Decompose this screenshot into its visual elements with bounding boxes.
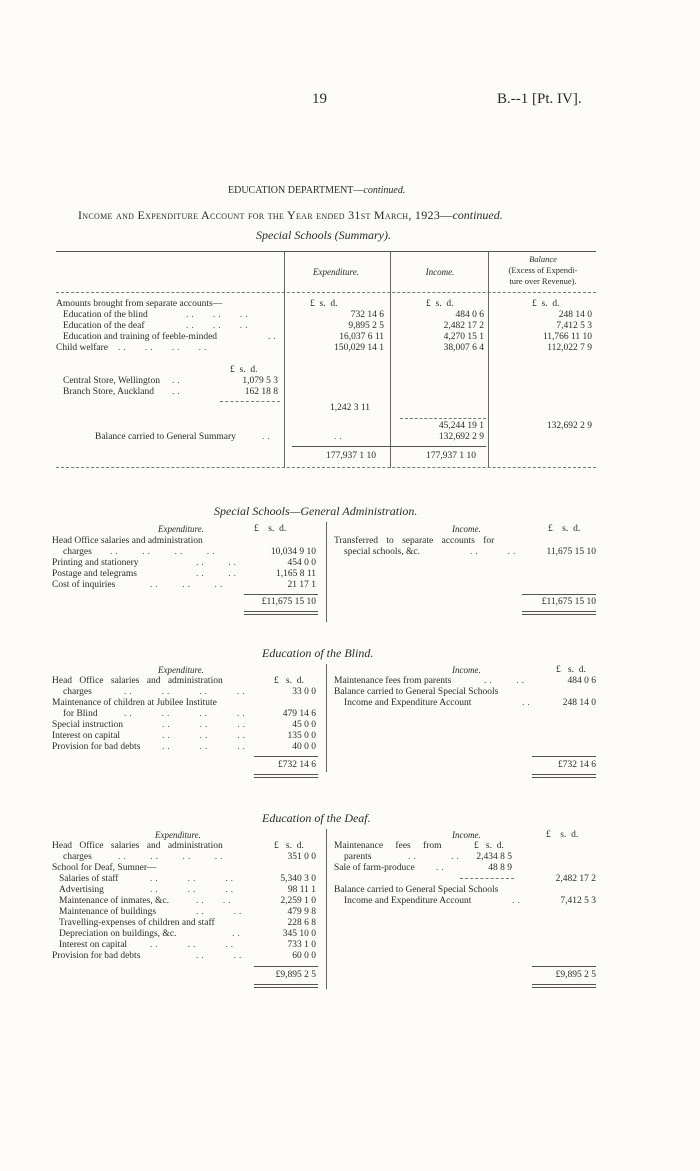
ga-exp-amount: 454 0 0: [287, 558, 316, 568]
ga-leader: .. .. .. ..: [110, 547, 218, 557]
blind-leader: ..: [522, 698, 533, 708]
blind-inc-total-rule: [532, 756, 596, 757]
department-title: [228, 186, 405, 196]
summary-exp-cell: 9,895 2 5: [348, 321, 384, 331]
summary-leader: .. .. ..: [186, 321, 251, 331]
deaf-exp-lsd: £ s. d.: [274, 841, 304, 851]
blind-inc-label: Income and Expenditure Account: [344, 698, 472, 708]
summary-subtotal-rule: [400, 418, 486, 419]
summary-row-label: Education of the deaf: [63, 321, 145, 331]
summary-header-rule: [56, 292, 596, 293]
blind-inc-label: Maintenance fees from parents: [334, 676, 452, 686]
blind-exp-amount: 45 0 0: [292, 720, 316, 730]
blind-exp-double-rule: [254, 774, 318, 778]
deaf-exp-total-rule: [254, 966, 318, 967]
store-total: 1,242 3 11: [329, 403, 370, 413]
blind-exp-label: Maintenance of children at Jubilee Institute: [52, 698, 217, 708]
page-number: 19: [312, 91, 327, 107]
blind-exp-label: Provision for bad debts: [52, 742, 141, 752]
deaf-inc-label: Income and Expenditure Account: [344, 896, 472, 906]
ga-inc-label: special schools, &c.: [344, 547, 420, 557]
ga-exp-label: Printing and stationery: [52, 558, 139, 568]
deaf-inc-label: parents: [344, 852, 372, 862]
blind-inc-label: Balance carried to General Special Schools: [334, 687, 499, 697]
deaf-divider: [326, 829, 327, 989]
blind-exp-amount: 40 0 0: [292, 742, 316, 752]
store-leader: ..: [172, 387, 183, 397]
summary-top-rule: [56, 251, 596, 252]
blind-exp-lsd: £ s. d.: [274, 676, 304, 686]
deaf-inc-double-rule: [532, 984, 596, 988]
summary-leader: .. .. ..: [186, 310, 251, 320]
account-title-cont: continued.: [452, 208, 503, 222]
deaf-total-inc: £9,895 2 5: [555, 970, 596, 980]
blind-inc-amount: 484 0 6: [567, 676, 596, 686]
deaf-inc-label: Sale of farm-produce: [334, 863, 415, 873]
ga-total-exp: £11,675 15 10: [261, 597, 316, 607]
ga-total-inc: £11,675 15 10: [541, 597, 596, 607]
account-title-text: Income and Expenditure Account for the Year ended 31st March, 1923—: [78, 208, 453, 222]
summary-total-rule: [292, 446, 486, 447]
blind-inc-lsd: £ s. d.: [556, 665, 586, 675]
summary-vline-2: [390, 252, 391, 468]
blind-total-inc: £732 14 6: [558, 760, 596, 770]
deaf-inc-amount: 2,482 17 2: [555, 874, 596, 884]
deaf-inc-label: Balance carried to General Special Schools: [334, 885, 499, 895]
summary-title: Special Schools (Summary).: [256, 228, 391, 242]
summary-balance-leader: ..: [262, 432, 273, 442]
summary-bal-cell: 248 14 0: [558, 310, 592, 320]
blind-exp-label: Head Office salaries and administration: [52, 676, 223, 686]
deaf-exp-amount: 228 6 8: [287, 918, 316, 928]
blind-leader: .. .. .. ..: [124, 687, 248, 697]
ga-leader: .. ..: [470, 547, 519, 557]
summary-inc-cell: 38,007 6 4: [443, 343, 484, 353]
blind-title: Education of the Blind.: [262, 646, 374, 660]
summary-col-balance-2: (Excess of Expendi-: [508, 265, 578, 275]
ga-exp-label: Cost of inquiries: [52, 580, 116, 590]
summary-balance-total: 132,692 2 9: [546, 421, 592, 431]
store-row-label: Central Store, Wellington: [63, 376, 160, 386]
blind-exp-label: charges: [63, 687, 92, 697]
summary-bal-cell: 112,022 7 9: [547, 343, 592, 353]
ga-exp-amount: 10,034 9 10: [270, 547, 316, 557]
blind-inc-head: Income.: [452, 665, 481, 675]
deaf-exp-head: Expenditure.: [155, 830, 201, 840]
summary-vline-3: [488, 252, 489, 468]
deaf-exp-amount: 5,340 3 0: [280, 874, 316, 884]
blind-leader: .. .. ..: [162, 720, 248, 730]
summary-inc-cell: 2,482 17 2: [443, 321, 484, 331]
deaf-exp-amount: 733 1 0: [287, 940, 316, 950]
blind-total-exp: £732 14 6: [278, 760, 316, 770]
summary-col-balance-3: ture over Revenue).: [509, 276, 577, 286]
deaf-exp-amount: 479 9 8: [287, 907, 316, 917]
deaf-leader: .. ..: [196, 951, 245, 961]
deaf-leader: .. ..: [196, 896, 234, 906]
deaf-leader: ..: [232, 929, 243, 939]
deaf-exp-label: School for Deaf, Sumner—: [52, 863, 157, 873]
account-title: [78, 209, 503, 221]
summary-bal-cell: 7,412 5 3: [556, 321, 592, 331]
blind-inc-amount: 248 14 0: [562, 698, 596, 708]
deaf-inc-total-rule: [532, 966, 596, 967]
ga-exp-amount: 1,165 8 11: [275, 569, 316, 579]
summary-balance-income: 132,692 2 9: [438, 432, 484, 442]
store-row-amount: 1,079 5 3: [242, 376, 278, 386]
ga-exp-total-rule: [244, 594, 318, 595]
deaf-exp-amount: 2,259 1 0: [280, 896, 316, 906]
summary-lsd-bal: £ s. d.: [532, 299, 560, 309]
summary-grand-inc: 177,937 1 10: [426, 451, 476, 461]
ga-inc-double-rule: [522, 611, 596, 615]
deaf-inc-sub-amount: 2,434 8 5: [476, 852, 512, 862]
deaf-exp-label: Interest on capital: [59, 940, 128, 950]
ga-inc-total-rule: [522, 594, 596, 595]
summary-col-income: Income.: [425, 267, 455, 277]
deaf-leader: ..: [436, 863, 447, 873]
summary-lsd-exp: £ s. d.: [310, 299, 338, 309]
deaf-inc-sub-amount: 48 8 9: [488, 863, 512, 873]
deaf-title: Education of the Deaf.: [262, 811, 371, 825]
deaf-inc-lsd: £ s. d.: [546, 830, 579, 840]
deaf-exp-amount: 345 10 0: [282, 929, 316, 939]
page-reference: B.--1 [Pt. IV].: [497, 91, 582, 107]
summary-inc-cell: 4,270 15 1: [443, 332, 484, 342]
store-rule: [220, 401, 280, 402]
blind-leader: .. .. ..: [162, 731, 248, 741]
summary-income-subtotal: 45,244 19 1: [438, 421, 484, 431]
blind-exp-amount: 33 0 0: [292, 687, 316, 697]
deaf-inc-amount: 7,412 5 3: [560, 896, 596, 906]
summary-bal-cell: 11,766 11 10: [542, 332, 592, 342]
deaf-leader: .. .. ..: [150, 885, 236, 895]
blind-leader: .. .. .. ..: [124, 709, 248, 719]
deaf-exp-label: charges: [63, 852, 92, 862]
ga-exp-label: charges: [63, 547, 92, 557]
deaf-leader: .. .. ..: [150, 874, 236, 884]
ga-exp-double-rule: [244, 611, 318, 615]
deaf-exp-label: Maintenance of inmates, &c.: [59, 896, 170, 906]
deaf-inc-sub-lsd: £ s. d.: [474, 841, 504, 851]
deaf-leader: ..: [512, 896, 523, 906]
summary-exp-cell: 16,037 6 11: [339, 332, 384, 342]
blind-inc-double-rule: [532, 774, 596, 778]
summary-exp-cell: 150,029 14 1: [334, 343, 384, 353]
blind-exp-label: for Blind: [63, 709, 98, 719]
blind-exp-total-rule: [254, 756, 318, 757]
ga-leader: .. ..: [196, 558, 239, 568]
department-title-text: EDUCATION DEPARTMENT—: [228, 185, 364, 196]
deaf-inc-label: Maintenance fees from: [334, 841, 442, 851]
summary-vline-1: [284, 252, 285, 468]
deaf-exp-label: Travelling-expenses of children and staff: [59, 918, 215, 928]
deaf-exp-label: Head Office salaries and administration: [52, 841, 223, 851]
blind-exp-amount: 479 14 6: [282, 709, 316, 719]
deaf-exp-label: Salaries of staff: [59, 874, 119, 884]
deaf-exp-amount: 60 0 0: [292, 951, 316, 961]
blind-exp-amount: 135 0 0: [287, 731, 316, 741]
ga-exp-amount: 21 17 1: [287, 580, 316, 590]
summary-bottom-rule: [56, 467, 596, 468]
summary-exp-cell: 732 14 6: [350, 310, 384, 320]
general-admin-inc-lsd: £ s. d.: [548, 524, 581, 534]
summary-leader: .. .. .. ..: [118, 343, 210, 353]
deaf-exp-label: Depreciation on buildings, &c.: [59, 929, 177, 939]
deaf-leader: .. .. ..: [150, 940, 236, 950]
summary-balance-label: Balance carried to General Summary: [95, 432, 236, 442]
deaf-exp-label: Provision for bad debts: [52, 951, 141, 961]
blind-exp-label: Special instruction: [52, 720, 123, 730]
department-title-cont: continued.: [363, 185, 406, 196]
summary-col-expenditure: Expenditure.: [313, 267, 359, 277]
deaf-leader: .. .. .. ..: [118, 852, 226, 862]
blind-exp-label: Interest on capital: [52, 731, 121, 741]
ga-leader: .. .. ..: [150, 580, 226, 590]
summary-row-label: Child welfare: [56, 343, 108, 353]
general-admin-exp-lsd: £ s. d.: [254, 524, 287, 534]
store-leader: ..: [172, 376, 183, 386]
summary-lsd-inc: £ s. d.: [426, 299, 454, 309]
summary-col-balance-1: Balance: [529, 254, 557, 264]
deaf-inc-sub-rule: [460, 878, 514, 879]
deaf-inc-head: Income.: [452, 830, 481, 840]
ga-exp-label: Head Office salaries and administration: [52, 536, 203, 546]
blind-divider: [326, 664, 327, 772]
deaf-exp-amount: 351 0 0: [287, 852, 316, 862]
store-lsd: £ s. d.: [230, 365, 258, 375]
store-row-label: Branch Store, Auckland: [63, 387, 155, 397]
blind-leader: .. ..: [484, 676, 527, 686]
ga-inc-amount: 11,675 15 10: [546, 547, 596, 557]
summary-brought-forward: Amounts brought from separate accounts—: [56, 299, 223, 309]
deaf-total-exp: £9,895 2 5: [275, 970, 316, 980]
general-admin-exp-head: Expenditure.: [158, 524, 204, 534]
deaf-exp-label: Advertising: [59, 885, 104, 895]
store-row-amount: 162 18 8: [244, 387, 278, 397]
summary-grand-exp: 177,937 1 10: [326, 451, 376, 461]
general-admin-divider: [326, 522, 327, 622]
summary-row-label: Education of the blind: [63, 310, 148, 320]
summary-row-label: Education and training of feeble-minded: [63, 332, 218, 342]
blind-leader: .. .. ..: [162, 742, 248, 752]
general-admin-inc-head: Income.: [452, 524, 481, 534]
deaf-leader: .. ..: [408, 852, 462, 862]
deaf-exp-amount: 98 11 1: [287, 885, 316, 895]
summary-leader: ..: [268, 332, 279, 342]
general-admin-title: Special Schools—General Administration.: [214, 504, 418, 518]
deaf-exp-label: Maintenance of buildings: [59, 907, 157, 917]
ga-exp-label: Postage and telegrams: [52, 569, 137, 579]
summary-inc-cell: 484 0 6: [455, 310, 484, 320]
blind-exp-head: Expenditure.: [158, 665, 204, 675]
ga-inc-label: Transferred to separate accounts for: [334, 536, 495, 546]
ga-leader: .. ..: [196, 569, 239, 579]
deaf-exp-double-rule: [254, 984, 318, 988]
deaf-leader: .. ..: [196, 907, 245, 917]
summary-exp-empty: ..: [334, 432, 345, 442]
